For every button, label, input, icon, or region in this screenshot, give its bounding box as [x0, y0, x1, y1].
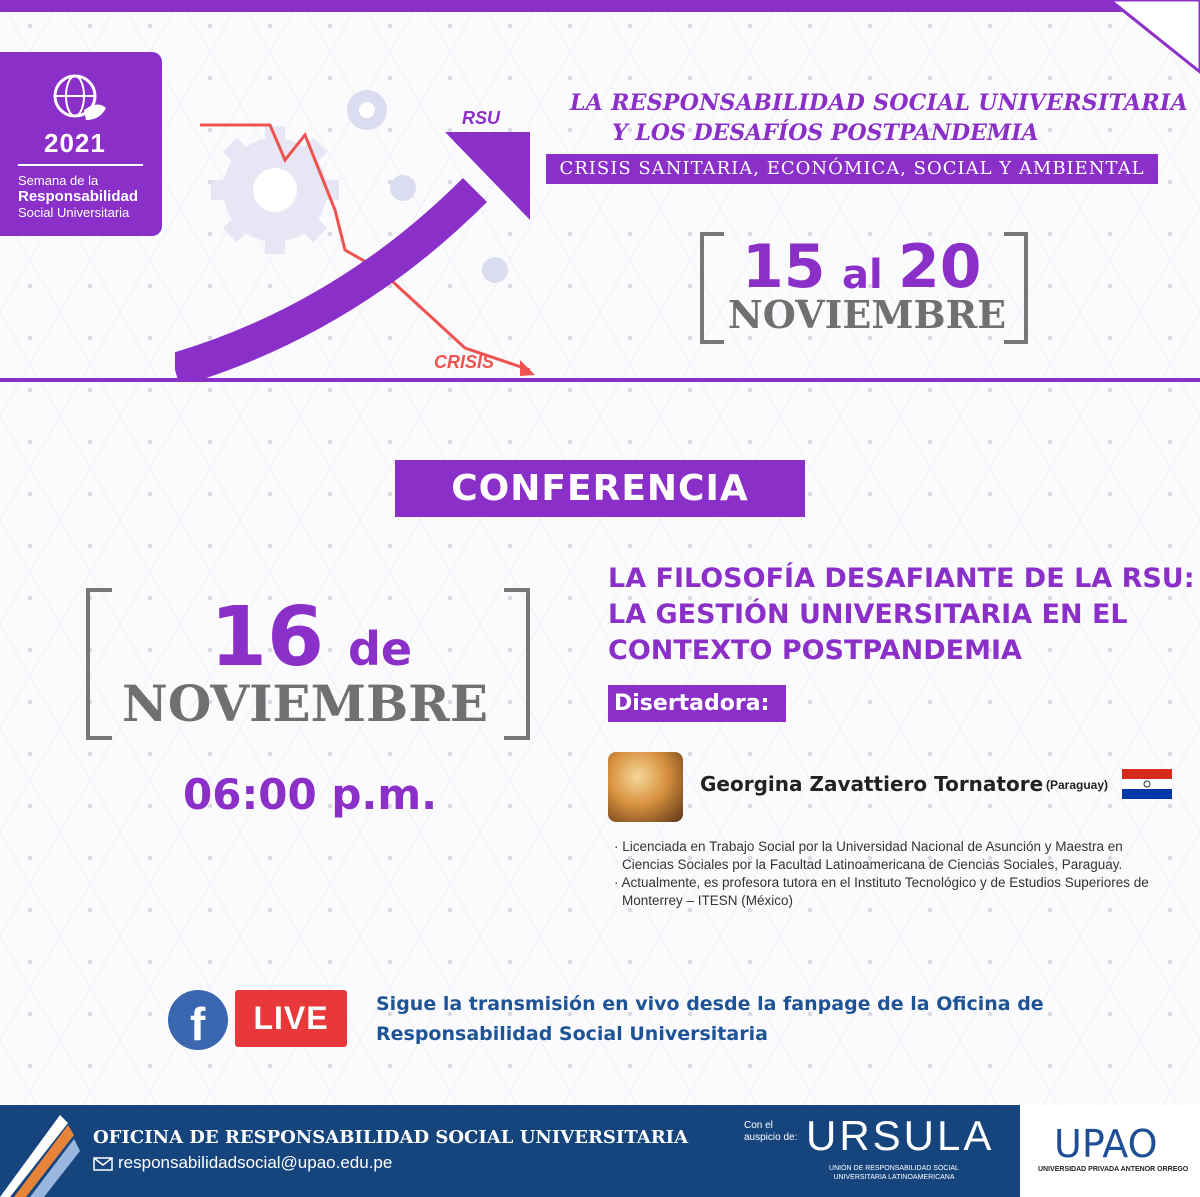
ursula-subtitle	[814, 1164, 974, 1182]
range-to: 20	[898, 232, 982, 302]
auspicio-line2: auspicio de:	[744, 1132, 798, 1143]
speaker-name: Georgina Zavattiero Tornatore	[700, 772, 1044, 796]
auspicio-line1: Con el	[744, 1120, 773, 1131]
ursula-sub-line2: UNIVERSITARIA LATINOAMERICANA	[833, 1174, 955, 1181]
logo-text-2: Responsabilidad	[18, 188, 139, 205]
bracket-right	[1004, 232, 1028, 344]
speaker-bio	[614, 838, 1154, 910]
live-badge[interactable]: LIVE	[235, 990, 347, 1047]
range-al: al	[842, 252, 883, 298]
stream-text-line2: Responsabilidad Social Universitaria	[376, 1023, 768, 1045]
svg-text:f: f	[190, 998, 206, 1050]
speaker-country: (Paraguay)	[1046, 778, 1109, 792]
main-title-line2: Y LOS DESAFÍOS POSTPANDEMIA	[612, 120, 1039, 146]
range-from: 15	[742, 232, 826, 302]
speaker-photo	[608, 752, 683, 822]
ursula-logo: URSULA	[806, 1112, 995, 1159]
upao-logo: UPAO	[1054, 1122, 1158, 1166]
facebook-icon[interactable]	[168, 990, 228, 1050]
globe-hands-icon	[48, 70, 114, 124]
event-month: NOVIEMBRE	[122, 674, 488, 733]
section-divider	[0, 378, 1200, 382]
event-day: 16	[210, 590, 325, 685]
upao-subtitle: UNIVERSIDAD PRIVADA ANTENOR ORREGO	[1038, 1166, 1189, 1173]
ursula-sub-line1: UNIÓN DE RESPONSABILIDAD SOCIAL	[829, 1165, 959, 1172]
bracket-right-2	[504, 588, 530, 740]
paraguay-flag-icon	[1122, 769, 1172, 799]
range-month: NOVIEMBRE	[728, 292, 1007, 337]
subtitle-bar: CRISIS SANITARIA, ECONÓMICA, SOCIAL Y AMBIENTAL	[546, 154, 1158, 184]
main-title-line1: LA RESPONSABILIDAD SOCIAL UNIVERSITARIA	[570, 90, 1188, 116]
bracket-left	[700, 232, 724, 344]
bracket-left-2	[86, 588, 112, 740]
top-bar	[0, 0, 1200, 12]
logo-text-1: Semana de la	[18, 173, 99, 188]
crisis-label: CRISIS	[434, 352, 495, 372]
event-de: de	[348, 622, 413, 676]
conference-badge: CONFERENCIA	[395, 460, 805, 517]
speaker-label: Disertadora:	[608, 685, 786, 722]
logo-divider	[18, 164, 143, 166]
talk-title-line3: CONTEXTO POSTPANDEMIA	[608, 635, 1022, 666]
envelope-icon	[93, 1157, 113, 1171]
logo-year: 2021	[44, 128, 106, 158]
stream-text-line1: Sigue la transmisión en vivo desde la fanpage de la Oficina de	[376, 993, 1044, 1015]
bio-item: · Actualmente, es profesora tutora en el Instituto Tecnológico y de Estudios Superiores de Monterrey – ITESN (México)	[614, 875, 1149, 908]
talk-title-line2: LA GESTIÓN UNIVERSITARIA EN EL	[608, 599, 1128, 630]
footer-stripes-decoration	[0, 1095, 80, 1197]
talk-title-line1: LA FILOSOFÍA DESAFIANTE DE LA RSU:	[608, 563, 1195, 594]
office-email[interactable]: responsabilidadsocial@upao.edu.pe	[118, 1153, 393, 1172]
event-time: 06:00 p.m.	[183, 770, 438, 819]
logo-text-3: Social Universitaria	[18, 205, 130, 220]
auspicio-label	[744, 1120, 797, 1144]
rsu-label: RSU	[462, 108, 501, 128]
office-name: OFICINA DE RESPONSABILIDAD SOCIAL UNIVERSITARIA	[93, 1127, 689, 1148]
corner-decoration	[1080, 0, 1200, 80]
bio-item: · Licenciada en Trabajo Social por la Universidad Nacional de Asunción y Maestra en Ciencias Sociales por la Facultad Latinoamericana de Ciencias Sociales, Paraguay.	[614, 839, 1123, 872]
